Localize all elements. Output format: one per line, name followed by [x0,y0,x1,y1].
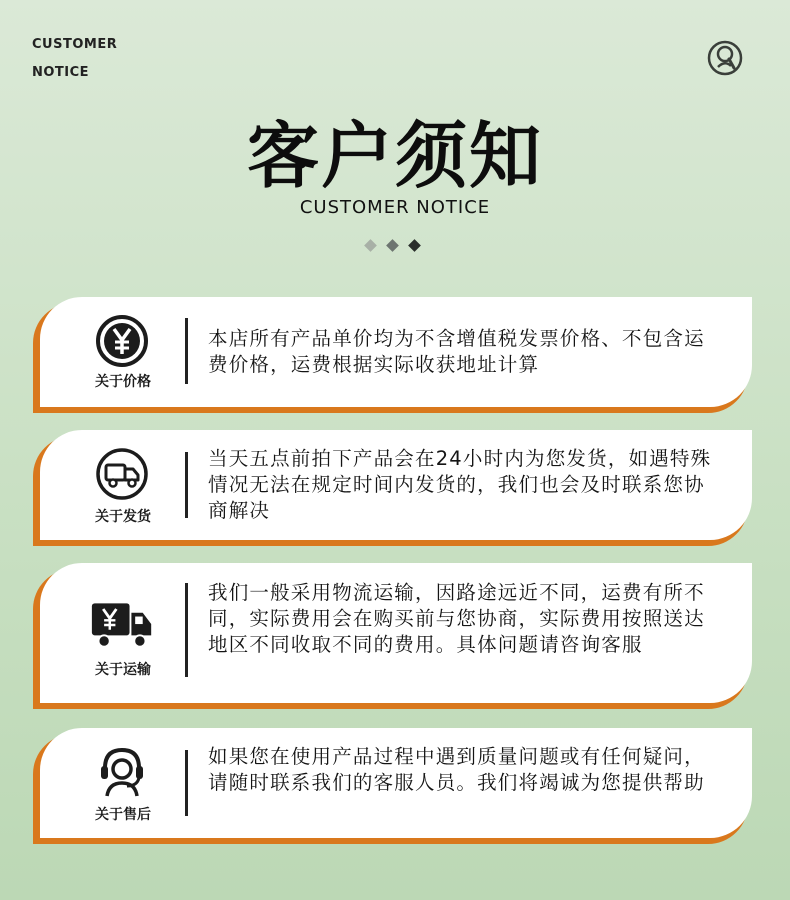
headset-icon [90,742,154,798]
truck-icon [90,446,154,502]
card-text: 本店所有产品单价均为不含增值税发票价格、不包含运费价格，运费根据实际收获地址计算 [208,327,705,376]
corner-label-line1: CUSTOMER [32,37,118,52]
card-label: 关于价格 [95,374,151,390]
notice-card-shipping [40,430,752,540]
dot-dark [408,239,421,252]
card-label: 关于运输 [95,662,151,678]
card-divider [185,750,188,816]
notice-card-price [40,297,752,407]
corner-label-line2: NOTICE [32,65,90,80]
card-text: 如果您在使用产品过程中遇到质量问题或有任何疑问，请随时联系我们的客服人员。我们将竭诚为您提供帮助 [208,745,705,794]
card-label: 关于发货 [95,509,151,525]
page-subtitle: CUSTOMER NOTICE [299,197,491,218]
card-divider [185,318,188,384]
yen-icon [90,313,154,369]
card-text: 我们一般采用物流运输，因路途远近不同，运费有所不同，实际费用会在购买前与您协商，实际费用按照送达地区不同收取不同的费用。具体问题请咨询客服 [208,581,705,656]
page-title: 客户须知 [246,114,543,198]
dot-light [364,239,377,252]
card-label: 关于售后 [95,807,151,823]
card-divider [185,452,188,518]
yen-truck-icon [90,597,154,653]
card-divider [185,583,188,677]
dot-mid [386,239,399,252]
notice-card-aftersales [40,728,752,838]
notice-card-transport [40,563,752,703]
search-person-icon [707,40,743,76]
card-text: 当天五点前拍下产品会在24小时内为您发货，如遇特殊情况无法在规定时间内发货的，我们也会及时联系您协商解决 [208,447,712,522]
